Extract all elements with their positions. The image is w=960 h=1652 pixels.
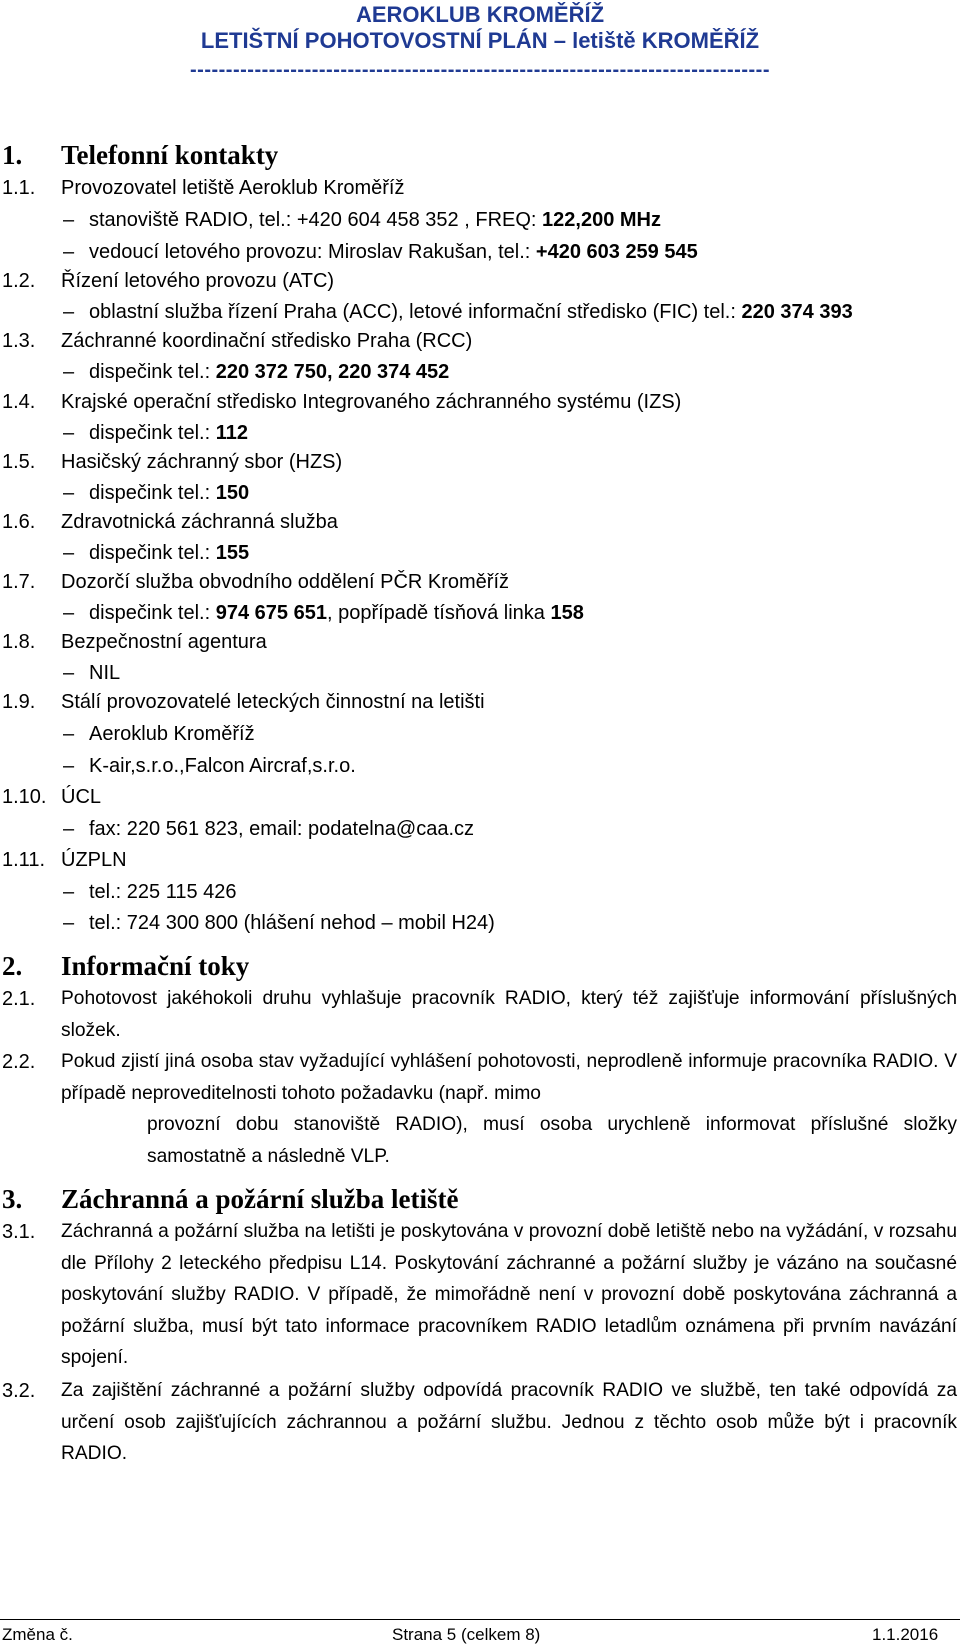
bullet-dash-icon: – <box>63 482 75 504</box>
item-1-8-label: Bezpečnostní agentura <box>61 631 267 653</box>
item-1-1-line-2 <box>89 238 698 266</box>
item-1-10-line-1: fax: 220 561 823, email: podatelna@caa.cz <box>89 818 474 840</box>
ems-text: dispečink tel.: <box>89 542 216 564</box>
izs-phone: 112 <box>215 422 248 444</box>
item-1-11-number: 1.11. <box>2 849 45 871</box>
footer-date: 1.1.2016 <box>872 1625 939 1644</box>
bullet-dash-icon: – <box>63 755 75 777</box>
section-2-title: Informační toky <box>61 951 250 981</box>
item-3-2-number: 3.2. <box>2 1380 36 1402</box>
item-1-7-line-1 <box>89 599 584 627</box>
item-3-1-text: Záchranná a požární služba na letišti je poskytována v provozní době letiště nebo na vyžádání, v rozsahu dle Přílohy 2 leteckého předpisu L14. Poskytování záchranné a požární služby je vázáno na současné poskytování služby RADIO. V případě, že mimořádně není v provozní době poskytována záchranná a požární služba, musí být tato informace pracovníkem RADIO letadlům oznámena při prvním navázání spojení. <box>61 1221 957 1368</box>
item-1-11-line-2: tel.: 724 300 800 (hlášení nehod – mobil H24) <box>89 912 495 934</box>
bullet-dash-icon: – <box>63 818 75 840</box>
item-1-5-line-1 <box>89 479 249 507</box>
item-3-1-number: 3.1. <box>2 1221 36 1243</box>
item-1-2-label: Řízení letového provozu (ATC) <box>61 270 335 292</box>
bullet-dash-icon: – <box>63 723 75 745</box>
item-1-4-label: Krajské operační středisko Integrovaného záchranného systému (IZS) <box>61 391 682 413</box>
bullet-dash-icon: – <box>63 881 75 903</box>
item-1-6-label: Zdravotnická záchranná služba <box>61 511 338 533</box>
item-3-2-text: Za zajištění záchranné a požární služby odpovídá pracovník RADIO ve službě, ten také odpovídá za určení osob zajišťujících záchrannou a požární službu. Jednou z těchto osob může být i pracovník RADIO. <box>61 1380 957 1464</box>
flight-ops-head-phone: +420 603 259 545 <box>535 241 698 263</box>
item-1-7-number: 1.7. <box>2 571 36 593</box>
police-phone: 974 675 651 <box>215 602 327 624</box>
bullet-dash-icon: – <box>63 241 75 263</box>
item-1-2-number: 1.2. <box>2 270 36 292</box>
atc-phone: 220 374 393 <box>741 301 853 323</box>
item-2-2-number: 2.2. <box>2 1051 36 1073</box>
item-1-4-number: 1.4. <box>2 391 36 413</box>
police-emergency-text: , popřípadě tísňová linka <box>326 602 551 624</box>
radio-frequency: 122,200 MHz <box>542 209 661 231</box>
item-1-8-number: 1.8. <box>2 631 36 653</box>
item-1-6-number: 1.6. <box>2 511 36 533</box>
radio-phone-text: stanoviště RADIO, tel.: +420 604 458 352 , FREQ: <box>89 209 537 231</box>
item-1-1-number: 1.1. <box>2 177 36 199</box>
item-1-11-line-1: tel.: 225 115 426 <box>89 881 237 903</box>
bullet-dash-icon: – <box>63 912 75 934</box>
rcc-phone: 220 372 750, 220 374 452 <box>215 361 450 383</box>
item-2-2-text-part-2: provozní dobu stanoviště RADIO), musí osoba urychleně informovat příslušné složky samostatně a následně VLP. <box>147 1114 957 1167</box>
footer-change: Změna č. <box>2 1625 73 1644</box>
item-1-10-label: ÚCL <box>61 786 102 808</box>
bullet-dash-icon: – <box>63 422 75 444</box>
item-1-9-label: Stálí provozovatelé leteckých činnostní na letišti <box>61 691 485 713</box>
section-1-title: Telefonní kontakty <box>61 140 279 170</box>
item-2-2-text-part-1: Pokud zjistí jiná osoba stav vyžadující vyhlášení pohotovosti, neprodleně informuje pracovníka RADIO. V případě neproveditelnosti tohoto požadavku (např. mimo <box>61 1051 957 1104</box>
section-3-title: Záchranná a požární služba letiště <box>61 1184 459 1214</box>
footer-page: Strana 5 (celkem 8) <box>392 1625 541 1644</box>
police-text: dispečink tel.: <box>89 602 216 624</box>
item-1-1-line-1 <box>89 206 661 234</box>
item-1-9-line-2: K-air,s.r.o.,Falcon Aircraf,s.r.o. <box>89 755 356 777</box>
hzs-phone: 150 <box>215 482 250 504</box>
police-emergency-number: 158 <box>550 602 584 624</box>
item-1-11-label: ÚZPLN <box>61 849 127 871</box>
section-3-number: 3. <box>2 1184 23 1214</box>
ems-phone: 155 <box>215 542 250 564</box>
item-1-1-label: Provozovatel letiště Aeroklub Kroměříž <box>61 177 405 199</box>
header-rule: --------------------------------------------------------------------------------- <box>190 60 770 80</box>
item-1-10-number: 1.10. <box>2 786 47 808</box>
section-2-number: 2. <box>2 951 23 981</box>
bullet-dash-icon: – <box>63 301 75 323</box>
item-1-4-line-1 <box>89 419 248 447</box>
header-org: AEROKLUB KROMĚŘÍŽ <box>355 2 605 27</box>
item-1-6-line-1 <box>89 539 249 567</box>
item-2-1-text: Pohotovost jakéhokoli druhu vyhlašuje pracovník RADIO, který též zajišťuje informování příslušných složek. <box>61 988 957 1041</box>
bullet-dash-icon: – <box>63 662 75 684</box>
atc-text: oblastní služba řízení Praha (ACC), letové informační středisko (FIC) tel.: <box>89 301 742 323</box>
item-1-7-label: Dozorčí služba obvodního oddělení PČR Kroměříž <box>61 571 510 593</box>
item-1-3-label: Záchranné koordinační středisko Praha (RCC) <box>61 330 473 352</box>
item-1-5-number: 1.5. <box>2 451 36 473</box>
item-1-2-line-1 <box>89 298 853 326</box>
section-1-number: 1. <box>2 140 23 170</box>
bullet-dash-icon: – <box>63 209 75 231</box>
bullet-dash-icon: – <box>63 361 75 383</box>
item-1-3-line-1 <box>89 358 449 386</box>
rcc-text: dispečink tel.: <box>89 361 216 383</box>
flight-ops-head-text: vedoucí letového provozu: Miroslav Rakušan, tel.: <box>89 241 536 263</box>
izs-text: dispečink tel.: <box>89 422 216 444</box>
footer-rule <box>0 1619 960 1620</box>
hzs-text: dispečink tel.: <box>89 482 216 504</box>
header-title: LETIŠTNÍ POHOTOVOSTNÍ PLÁN – letiště KROMĚŘÍŽ <box>200 28 760 53</box>
item-1-9-line-1: Aeroklub Kroměříž <box>89 723 255 745</box>
bullet-dash-icon: – <box>63 602 75 624</box>
bullet-dash-icon: – <box>63 542 75 564</box>
item-2-1-number: 2.1. <box>2 988 36 1010</box>
item-1-3-number: 1.3. <box>2 330 36 352</box>
item-1-8-line-1: NIL <box>89 662 121 684</box>
item-1-5-label: Hasičský záchranný sbor (HZS) <box>61 451 343 473</box>
item-1-9-number: 1.9. <box>2 691 36 713</box>
